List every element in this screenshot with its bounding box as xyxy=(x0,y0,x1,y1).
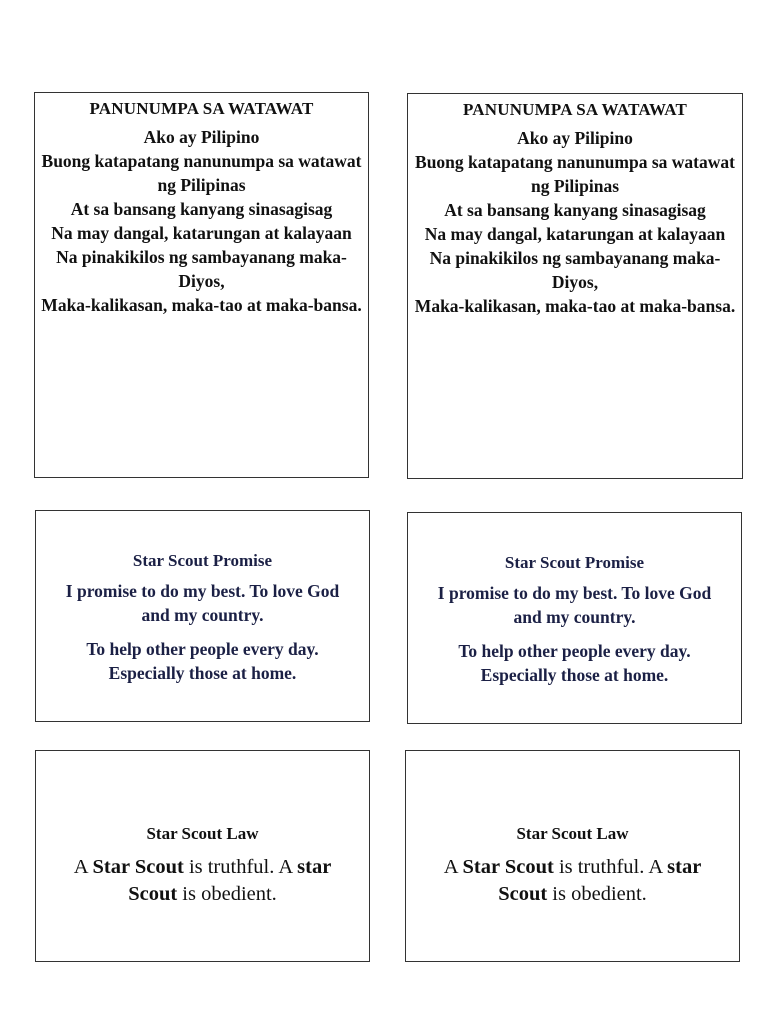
pledge-line: At sa bansang kanyang sinasagisag xyxy=(70,199,333,219)
law-title: Star Scout Law xyxy=(516,824,629,843)
pledge-line: Buong katapatang nanunumpa sa watawat ng Pilipinas xyxy=(415,152,735,196)
pledge-line: Maka-kalikasan, maka-tao at maka-bansa. xyxy=(414,296,736,316)
promise-card-right xyxy=(407,512,742,724)
promise-title: Star Scout Promise xyxy=(132,551,273,570)
promise-card-left xyxy=(35,510,370,722)
law-card-left xyxy=(35,750,370,962)
pledge-card-left xyxy=(34,92,369,478)
pledge-line: Ako ay Pilipino xyxy=(143,127,260,147)
law-title: Star Scout Law xyxy=(146,824,259,843)
promise-title: Star Scout Promise xyxy=(504,553,645,572)
law-emphasis: Star Scout xyxy=(92,856,184,878)
promise-paragraph-2: To help other people every day. Especially those at home. xyxy=(458,641,691,685)
law-emphasis: star Scout xyxy=(128,856,332,905)
law-text: A xyxy=(73,856,93,878)
law-text: A xyxy=(443,856,463,878)
pledge-line: Na pinakikilos ng sambayanang maka-Diyos, xyxy=(429,248,721,292)
pledge-title: PANUNUMPA SA WATAWAT xyxy=(89,99,314,118)
pledge-line: Na may dangal, katarungan at kalayaan xyxy=(51,223,352,243)
law-card-right xyxy=(405,750,740,962)
pledge-line: At sa bansang kanyang sinasagisag xyxy=(444,200,706,220)
pledge-line: Maka-kalikasan, maka-tao at maka-bansa. xyxy=(41,295,362,315)
pledge-card-right xyxy=(407,93,743,479)
law-text: is truthful. A xyxy=(553,856,668,878)
law-body xyxy=(406,854,739,908)
promise-paragraph-2: To help other people every day. Especially those at home. xyxy=(86,639,319,683)
pledge-body xyxy=(35,125,368,317)
law-emphasis: Star Scout xyxy=(462,856,554,878)
law-text: is obedient. xyxy=(177,883,277,905)
pledge-line: Na may dangal, katarungan at kalayaan xyxy=(424,224,726,244)
law-text: is truthful. A xyxy=(183,856,298,878)
pledge-line: Na pinakikilos ng sambayanang maka-Diyos, xyxy=(56,247,347,291)
promise-paragraph-1: I promise to do my best. To love God and my country. xyxy=(65,581,340,625)
law-text: is obedient. xyxy=(547,883,647,905)
pledge-title: PANUNUMPA SA WATAWAT xyxy=(462,100,688,119)
pledge-line: Buong katapatang nanunumpa sa watawat ng Pilipinas xyxy=(41,151,362,195)
pledge-body xyxy=(408,126,742,318)
law-body xyxy=(36,854,369,908)
law-emphasis: star Scout xyxy=(498,856,702,905)
pledge-line: Ako ay Pilipino xyxy=(517,128,633,148)
promise-paragraph-1: I promise to do my best. To love God and my country. xyxy=(437,583,712,627)
